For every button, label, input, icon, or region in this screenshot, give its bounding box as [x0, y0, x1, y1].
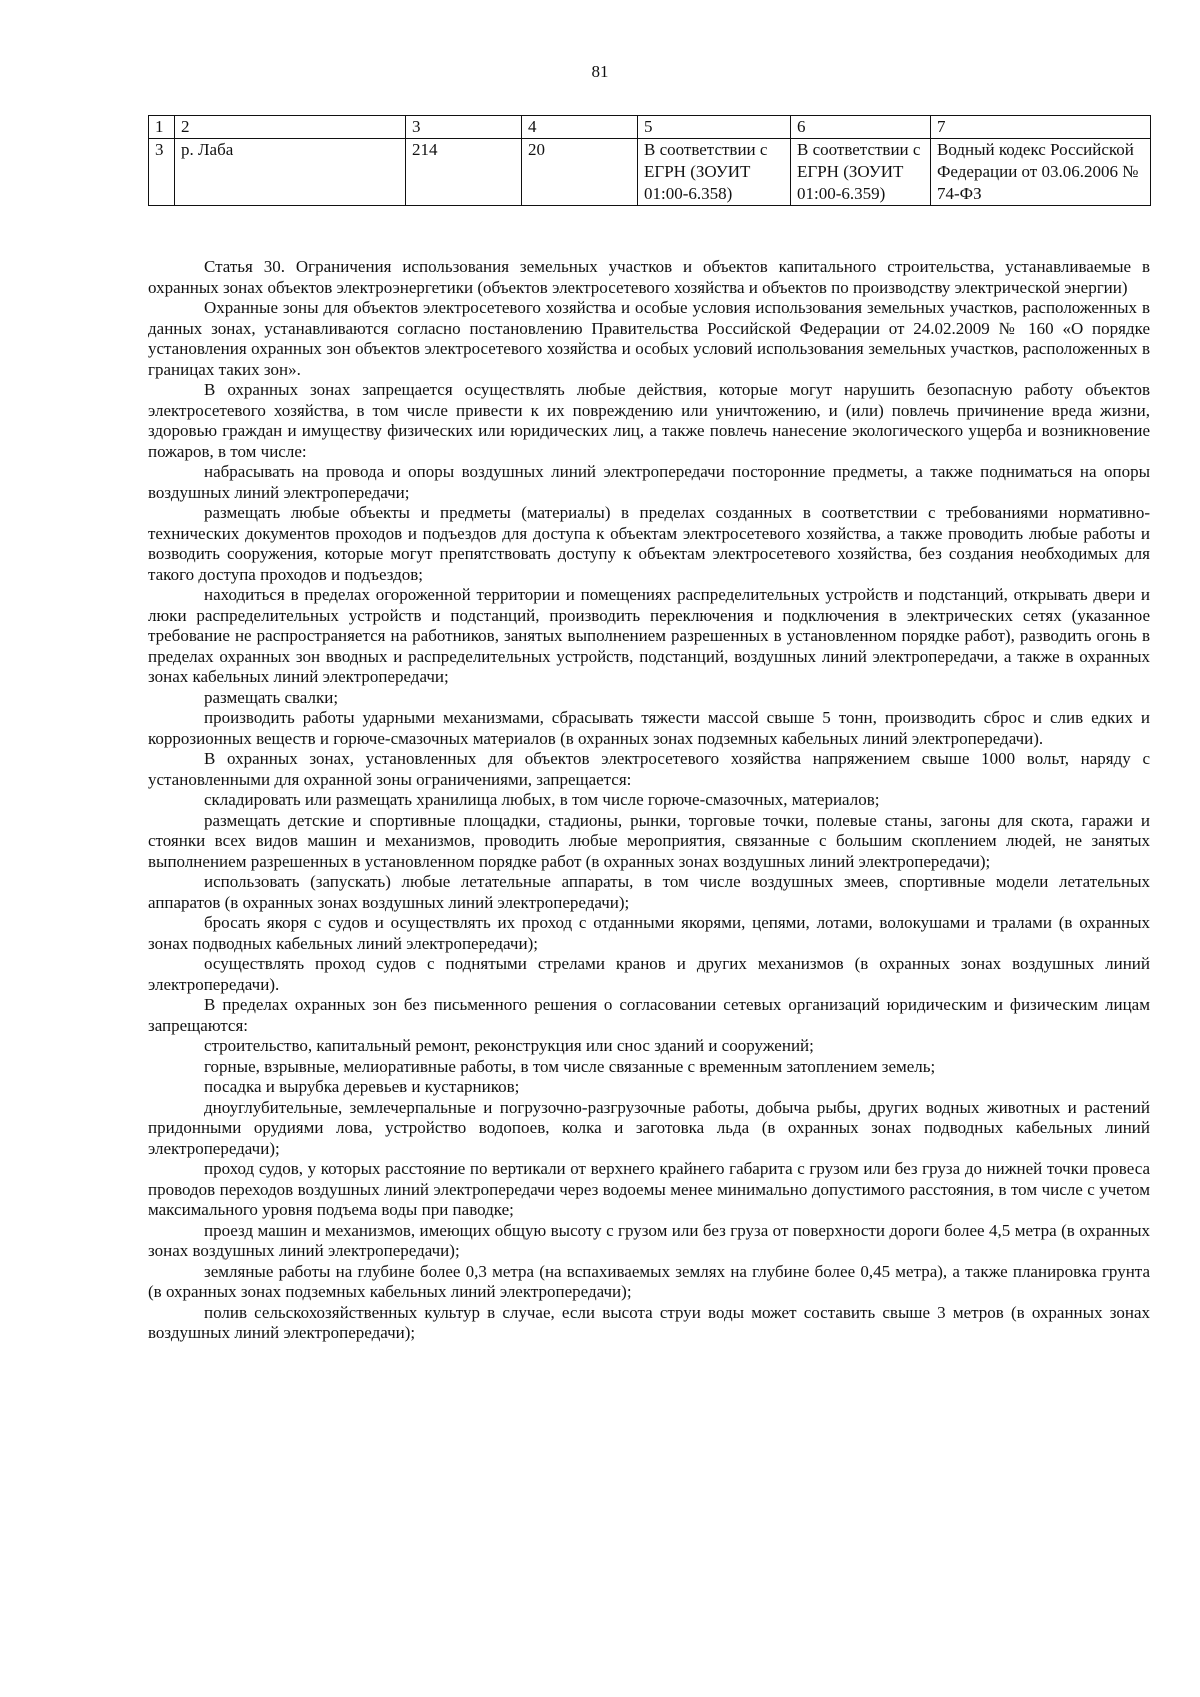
list-item: дноуглубительные, землечерпальные и погрузочно-разгрузочные работы, добыча рыбы, других водных животных и растений придонными орудиями лова, устройство водопоев, колка и заготовка льда (в охранных зонах подводных кабельных линий электропередачи); — [148, 1097, 1150, 1158]
table-cell: 214 — [406, 139, 522, 206]
table-cell: 3 — [149, 139, 175, 206]
list-item: размещать любые объекты и предметы (материалы) в пределах созданных в соответствии с требованиями нормативно-технических документов проходов и подъездов для доступа к объектам электросетевого хозяйства, а также проводить любые работы и возводить сооружения, которые могут препятствовать доступу к объектам электросетевого хозяйства, без создания необходимых для такого доступа проходов и подъездов; — [148, 503, 1150, 584]
list-item: полив сельскохозяйственных культур в случае, если высота струи воды может составить свыше 3 метров (в охранных зонах воздушных линий электропередачи); — [148, 1302, 1150, 1342]
table-cell: В соответствии с ЕГРН (ЗОУИТ 01:00-6.359) — [791, 139, 931, 206]
table-cell: р. Лаба — [175, 139, 406, 206]
paragraph: В пределах охранных зон без письменного решения о согласовании сетевых организаций юридическим и физическим лицам запрещаются: — [148, 995, 1150, 1035]
paragraph: В охранных зонах запрещается осуществлять любые действия, которые могут нарушить безопасную работу объектов электросетевого хозяйства, в том числе привести к их повреждению или уничтожению, и (или) повлечь причинение вреда жизни, здоровью граждан и имуществу физических или юридических лиц, а также повлечь нанесение экологического ущерба и возникновение пожаров, в том числе: — [148, 380, 1150, 461]
list-item: бросать якоря с судов и осуществлять их проход с отданными якорями, цепями, лотами, волокушами и тралами (в охранных зонах подводных кабельных линий электропередачи); — [148, 913, 1150, 953]
list-item: производить работы ударными механизмами, сбрасывать тяжести массой свыше 5 тонн, производить сброс и слив едких и коррозионных веществ и горюче-смазочных материалов (в охранных зонах подземных кабельных линий электропередачи). — [148, 708, 1150, 748]
table-header-cell: 7 — [931, 116, 1151, 139]
list-item: проход судов, у которых расстояние по вертикали от верхнего крайнего габарита с грузом или без груза до нижней точки провеса проводов переходов воздушных линий электропередачи через водоемы менее минимально допустимого расстояния, в том числе с учетом максимального уровня подъема воды при паводке; — [148, 1159, 1150, 1219]
body-text — [148, 257, 1150, 1344]
table-cell: В соответствии с ЕГРН (ЗОУИТ 01:00-6.358) — [638, 139, 791, 206]
table-header-cell: 1 — [149, 116, 175, 139]
table-header-cell: 2 — [175, 116, 406, 139]
list-item: складировать или размещать хранилища любых, в том числе горюче-смазочных, материалов; — [204, 790, 880, 809]
data-table — [148, 115, 1151, 206]
table-cell: Водный кодекс Российской Федерации от 03.06.2006 № 74-ФЗ — [931, 139, 1151, 206]
paragraph: Охранные зоны для объектов электросетевого хозяйства и особые условия использования земельных участков, расположенных в данных зонах, устанавливаются согласно постановлению Правительства Российской Федерации от 24.02.2009 № 160 «О порядке установления охранных зон объектов электросетевого хозяйства и особых условий использования земельных участков, расположенных в границах таких зон». — [148, 298, 1150, 379]
list-item: размещать детские и спортивные площадки, стадионы, рынки, торговые точки, полевые станы, загоны для скота, гаражи и стоянки всех видов машин и механизмов, проводить любые мероприятия, связанные с большим скоплением людей, не занятых выполнением разрешенных в установленном порядке работ (в охранных зонах воздушных линий электропередачи); — [148, 810, 1150, 871]
list-item: осуществлять проход судов с поднятыми стрелами кранов и других механизмов (в охранных зонах воздушных линий электропередачи). — [148, 954, 1150, 994]
table-header-cell: 3 — [406, 116, 522, 139]
list-item: посадка и вырубка деревьев и кустарников; — [204, 1077, 520, 1096]
article-heading: Статья 30. Ограничения использования земельных участков и объектов капитального строительства, устанавливаемые в охранных зонах объектов электроэнергетики (объектов электросетевого хозяйства и объектов по производству электрической энергии) — [148, 257, 1150, 297]
table-header-cell: 5 — [638, 116, 791, 139]
page-number: 81 — [591, 62, 609, 81]
list-item: строительство, капитальный ремонт, реконструкция или снос зданий и сооружений; — [204, 1036, 814, 1055]
list-item: размещать свалки; — [204, 687, 339, 707]
list-item: горные, взрывные, мелиоративные работы, в том числе связанные с временным затоплением земель; — [204, 1056, 936, 1076]
table-header-row — [149, 116, 1151, 139]
list-item: использовать (запускать) любые летательные аппараты, в том числе воздушных змеев, спортивные модели летательных аппаратов (в охранных зонах воздушных линий электропередачи); — [148, 872, 1150, 912]
table-cell: 20 — [522, 139, 638, 206]
table-row — [149, 139, 1151, 206]
list-item: находиться в пределах огороженной территории и помещениях распределительных устройств и подстанций, открывать двери и люки распределительных устройств и подстанций, производить переключения и подключения в электрических сетях (указанное требование не распространяется на работников, занятых выполнением разрешенных в установленном порядке работ), разводить огонь в пределах охранных зон вводных и распределительных устройств, подстанций, воздушных линий электропередачи, а также в охранных зонах кабельных линий электропередачи; — [148, 585, 1150, 686]
paragraph: В охранных зонах, установленных для объектов электросетевого хозяйства напряжением свыше 1000 вольт, наряду с установленными для охранной зоны ограничениями, запрещается: — [148, 749, 1150, 789]
list-item: проезд машин и механизмов, имеющих общую высоту с грузом или без груза от поверхности дороги более 4,5 метра (в охранных зонах воздушных линий электропередачи); — [148, 1220, 1150, 1260]
table-header-cell: 6 — [791, 116, 931, 139]
list-item: земляные работы на глубине более 0,3 метра (на вспахиваемых землях на глубине более 0,45 метра), а также планировка грунта (в охранных зонах подземных кабельных линий электропередачи); — [148, 1261, 1150, 1301]
table-header-cell: 4 — [522, 116, 638, 139]
list-item: набрасывать на провода и опоры воздушных линий электропередачи посторонние предметы, а также подниматься на опоры воздушных линий электропередачи; — [148, 462, 1150, 502]
